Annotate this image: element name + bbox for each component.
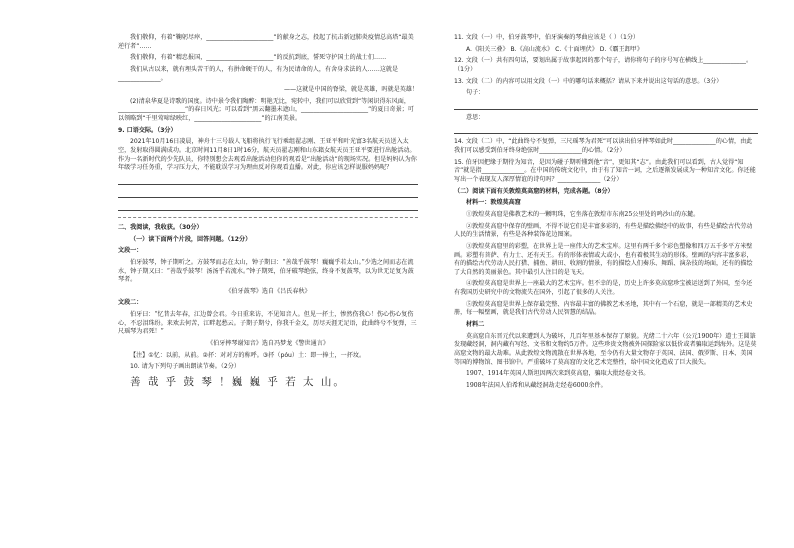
subsection-heading: （二）阅读下面有关敦煌莫高窟的材料，完成各题。（8分） [454, 187, 614, 195]
material-paragraph: ⑤敦煌莫高窟是世界上保存最完整、内容最丰富的佛教艺术圣地，其中有一个石窟，就是一部精美的艺术史册，每一幅壁画，就是我们古代劳动人民智慧的结晶。 [454, 300, 753, 317]
material-1-title: 材料一：敦煌莫高窟 [466, 199, 521, 207]
material-paragraph: ④敦煌莫高窟是世界上一座最大的艺术宝库。但不幸的是，历史上许多莫高窟珍宝被运送到了外国，至今还有我国历史研究中的文物流失在国外，引起了很多的人关注。 [454, 280, 753, 297]
answer-label-meaning: 意思： [466, 113, 485, 121]
material-2-title: 材料二 [466, 321, 485, 329]
text-line: 我们敬仰，有着“鞠躬尽瘁，______________________”的献身之志，投起了抗击新冠肺炎疫情总高塔“最美逆行者”…… [118, 34, 414, 50]
text1-title: 文段一： [118, 247, 143, 255]
question-15: 15. 伯牙因把缘于期待为知音，是因为碰子期听懂到他“音”，更知其“志”。由此我们可以看到，古人觉得“知音”就是指______________。在中国的传统文化中，由于有了知音一词，之后逐渐发展成为一种知音文化。你还能写出一个表现友人深厚情谊的诗句吗？______________（2分） [454, 158, 756, 184]
text-line: (2)清泉华夏是诗歌的国度。诗中景令我们陶醉：明艳无比，宛转中，我们可以欣赏到“等闲识得东风面，______________________”的春日风光；可以看到“黑云翻墨未遮山，______________________”的夏日奇景；可以领略到“千里莺啼绿映红，______________________”的江南美景。 [118, 97, 414, 123]
question-13: 13. 文段（二）的内容可以用文段（一）中的哪句话来概括？请从下来并说出这句话的意思。（3分） [454, 77, 723, 85]
text-line: 我们敬仰，有着“精忠报国，______________________”的反抗到底，誓死守护国土的战士们…… [130, 54, 387, 62]
answer-line[interactable] [118, 189, 418, 198]
material-paragraph: 1908年法国人伯希和从藏经洞劫走经卷6000余件。 [466, 381, 607, 389]
text2-source: 《伯牙摔琴谢知音》选自冯梦龙《警世通言》 [207, 340, 329, 348]
text1-body: 伯牙鼓琴，钟子期听之。方鼓琴而志在太山，钟子期曰：“善哉乎鼓琴！巍巍乎若太山。”少选之间而志在流水，钟子期又曰：“善哉乎鼓琴！汤汤乎若流水。”钟子期死，伯牙破琴绝弦，终身不复鼓琴，以为世无足复为鼓琴者。 [118, 258, 414, 284]
material-paragraph: ②敦煌莫高窟中保存的壁画，不得不说它们是丰富多彩的，有些是描绘佛经中的故事，有些是描绘古代劳动人民的生活情景，有些是各种装饰花边图案。 [454, 222, 753, 239]
section-2-heading: 二、我阅读，我收获。（30分） [118, 223, 203, 231]
question-14: 14. 文段（二）中，“此曲终兮不复弹，三尺瑶琴为君死”可以读出伯牙摔琴如此时______________的心情，由此我们可以感受到伯牙终身绝弦时______________的心情。（2分） [454, 138, 753, 155]
text1-source: 《伯牙鼓琴》选自《吕氏春秋》 [225, 287, 311, 295]
text2-body: 伯牙曰：“忆昔去年春，江边曾会君。今日重来访，不见知音人。但见一抔土，惨然伤我心！伤心伤心复伤心，不忍泪珠纷。来欢去何苦，江畔起愁云。子期子期兮，你我千金义，历尽天涯无足语，此曲终兮不复弹，三尺瑶琴为君死！” [118, 311, 417, 336]
section-divider [118, 217, 418, 218]
question-9: 9. 口语交际。（3分） [118, 126, 177, 134]
answer-line[interactable] [454, 125, 758, 134]
answer-line[interactable] [454, 101, 758, 110]
footnote: 【注】①忆：以前，从前。②抔：对对方的称呼。③抔（póu）土：即一捧土，一抔坟。 [130, 351, 366, 359]
text-line: 我们从古以来，就有埋头苦干的人，有拼命硬干的人，有为民请命的人，有舍身求法的人……这就是______________。 [118, 65, 399, 82]
question-11: 11. 文段（一）中，伯牙鼓琴中，伯牙演奏的琴曲应该是（ ）（1分） [454, 34, 640, 41]
answer-line[interactable] [118, 202, 418, 211]
text-line: ——这就是中国的脊梁，就是英雄，吗就是英雄！ [283, 86, 418, 94]
material-paragraph: 莫高窟自东晋元代以来遭到人为破坏，几百年里基本保存了原貌。光绪二十六年（公元1900年）道士王圆箓发现藏经洞，洞内藏有写经、文书和文物约5万件。这些珍贵文物被外国探险家以低价或者骗取运到海外。这是莫高窟文物的最大劫难。从此敦煌文物流散在世界各地，至今仍有大量文物存于英国、法国、俄罗斯、日本、美国等国的博物馆、图书馆中。严重破坏了莫高窟的文化艺术完整性，给中国文化造成了巨大损失。 [454, 332, 757, 366]
answer-label-sentence: 句子： [466, 89, 485, 97]
question-10: 10. 请为下列句子画出朗读节奏。（2分） [130, 363, 240, 371]
question-11-options: A.《阳关三叠》 B.《高山流水》 C.《十面埋伏》 D.《霸王卸甲》 [466, 45, 643, 53]
reading-rhythm-sentence: 善 哉 乎 鼓 琴 ！巍 巍 乎 若 太 山。 [130, 375, 346, 388]
material-paragraph: ③敦煌莫高窟里的彩塑，在世界上是一座伟大的艺术宝库。这里有两千多个彩色塑像和四万五千多平方米壁画。彩塑有菩萨、有力士、还有天王。有的形体表情或大或小，也有着极其生动的形体。壁画的内容丰富多彩，有的描绘古代劳动人民打猎、捕鱼、耕田、收割的情景，有的描绘人们奏乐、舞蹈、演杂技的场面，还有的描绘了大自然的美丽景色。其中最引人注目的是飞天。 [454, 242, 753, 276]
subsection-heading: （一）读下面两个片段，回答问题。（12分） [130, 235, 252, 243]
question-12: 12. 文段（一）共有四句话，要划出属于故事起因的那个句子，请你将句子的序号写在横线上______________。（1分） [454, 57, 753, 73]
right-column [454, 34, 758, 394]
left-column [118, 34, 418, 393]
answer-line[interactable] [118, 176, 418, 185]
text-line: 2021年10月16日凌晨，神舟十三号载人飞船将执行飞行乘组翟志刚、王亚平和叶光富3名航天员送入太空，发射取得圆满成功。北京时间11月8日1时16分，航天员翟志刚和山东籍女航天员王亚平要进行出舱活动。作为一名新时代的少先队员，你特别想会去观看出舱活动但你的观看是“出舱活动”的现场实况。但是妈妈认为你年级学习任务重，学习压力大，不能耽误学习为理由反对你观看直播。对此，你应该怎样说服妈妈呢？ [118, 138, 417, 172]
material-paragraph: 1907、1914年英国人斯坦因两次来到莫高窟，骗取大批经卷文书。 [466, 370, 650, 378]
text2-title: 文段二： [118, 299, 143, 307]
material-paragraph: ①敦煌莫高窟是佛教艺术的一颗明珠，它坐落在敦煌市东南25公里处的鸣沙山的东麓。 [466, 210, 700, 218]
